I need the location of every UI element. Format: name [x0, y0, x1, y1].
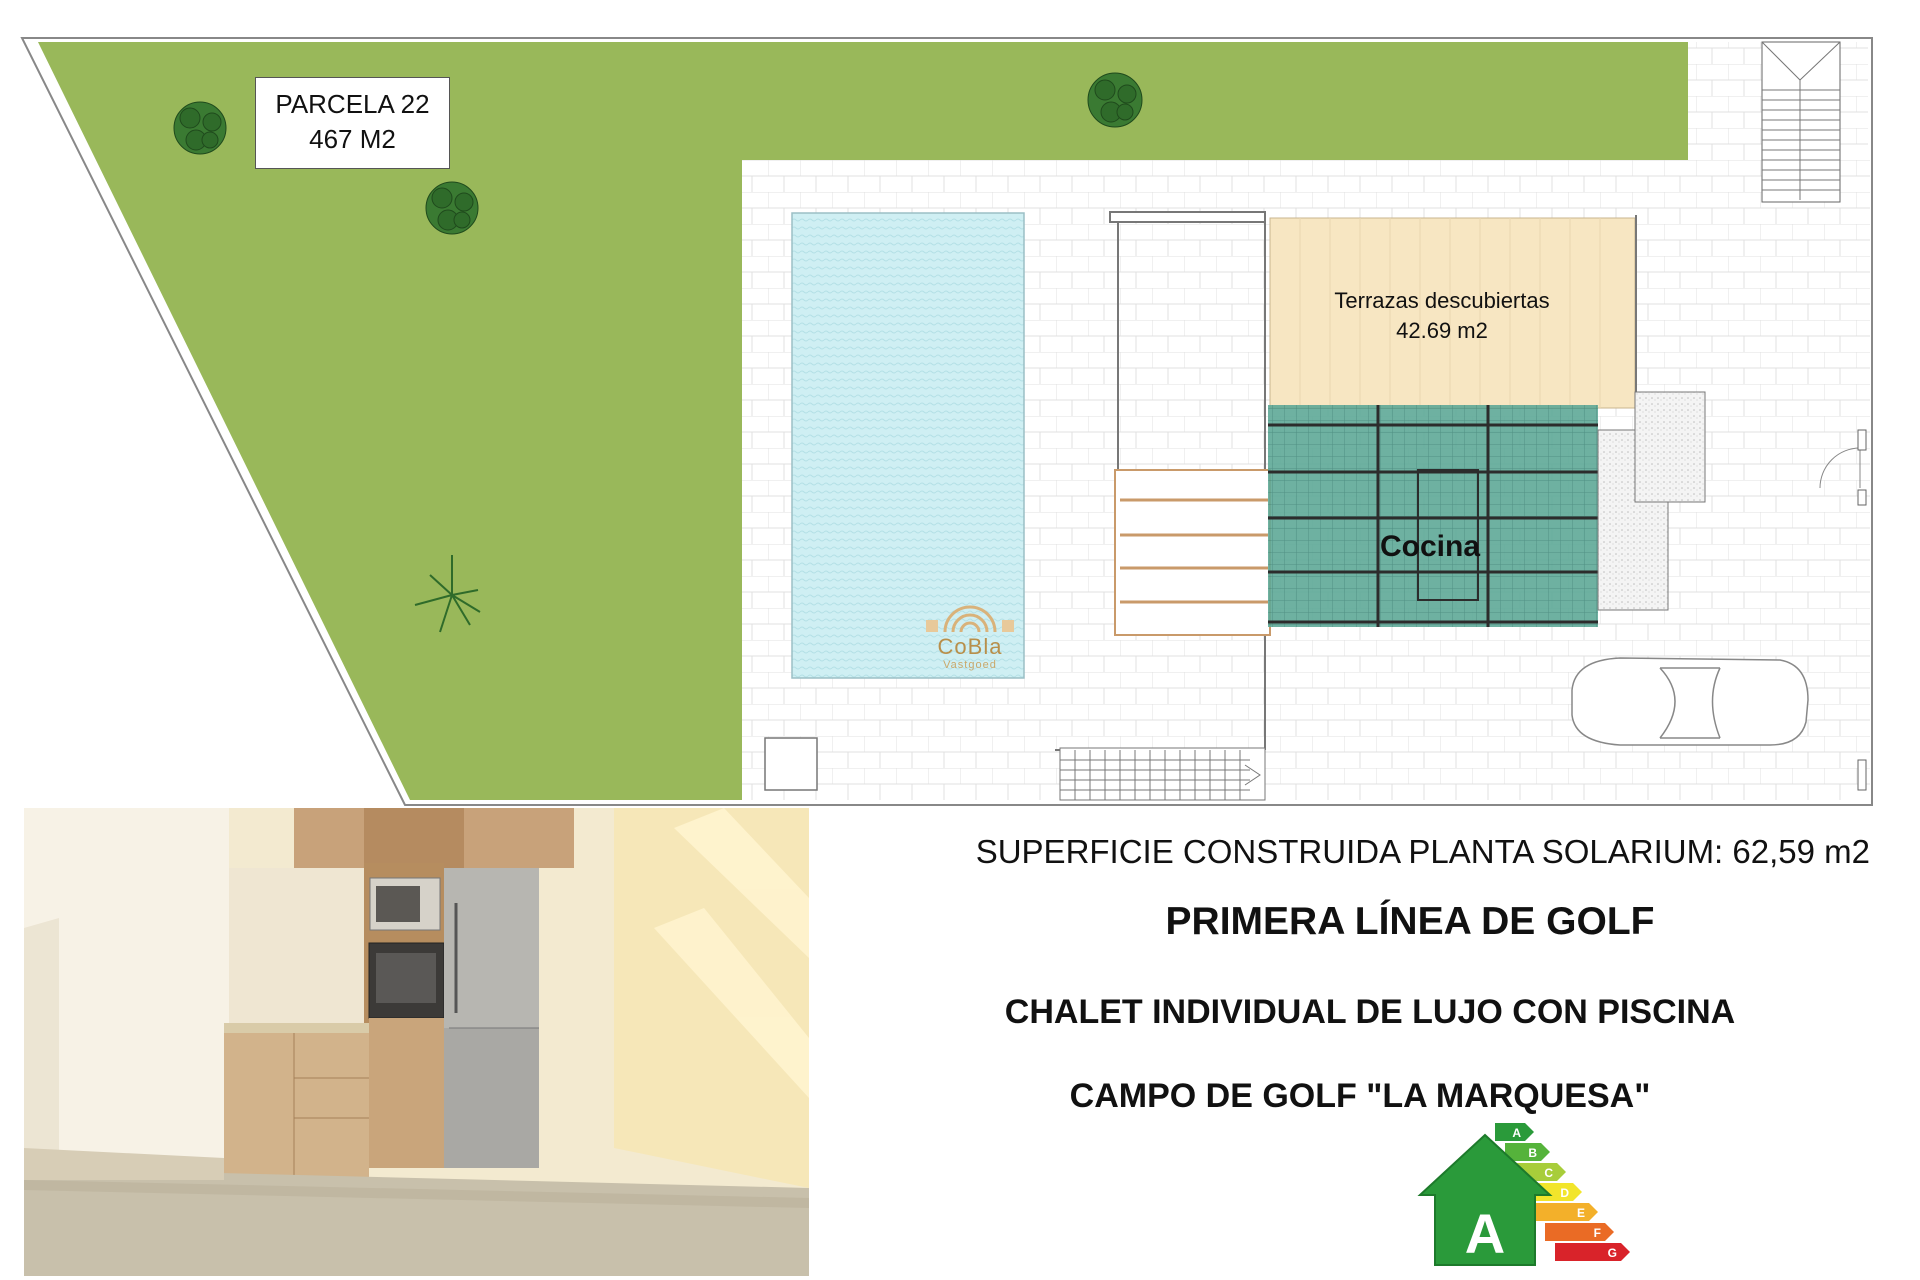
terrace-label: [1282, 286, 1602, 346]
car-icon: [1572, 658, 1808, 745]
staircase-bottom: [1060, 748, 1265, 800]
energy-bar-letter: C: [1544, 1166, 1553, 1180]
headline-chalet: CHALET INDIVIDUAL DE LUJO CON PISCINA: [1004, 993, 1736, 1031]
tree-icon: [174, 102, 226, 154]
kitchen-label: Cocina: [1379, 530, 1481, 563]
tree-icon: [1088, 73, 1142, 127]
energy-rating-letter: A: [1464, 1202, 1506, 1265]
swimming-pool: [792, 213, 1024, 678]
logo-name: CoBla: [937, 634, 1003, 659]
energy-rating-label: [1415, 1115, 1655, 1275]
parcel-label-box: [255, 77, 450, 169]
terrace-area: 42.69 m2: [1396, 318, 1488, 343]
energy-bar-letter: A: [1512, 1126, 1521, 1140]
kitchen-area: [1268, 405, 1598, 627]
surface-area-text: SUPERFICIE CONSTRUIDA PLANTA SOLARIUM: 62,59 m2: [975, 833, 1870, 870]
parcel-area: 467 M2: [309, 124, 396, 154]
tree-icon: [426, 182, 478, 234]
energy-bar-letter: E: [1576, 1206, 1585, 1220]
logo-subtitle: Vastgoed: [943, 659, 997, 671]
energy-bar-letter: F: [1593, 1226, 1601, 1240]
energy-bar-e: [1535, 1203, 1598, 1221]
energy-bar-g: [1555, 1243, 1630, 1261]
kitchen-photo: [24, 808, 809, 1276]
energy-bar-letter: G: [1607, 1246, 1617, 1260]
energy-bar-letter: B: [1528, 1146, 1537, 1160]
headline-primary: PRIMERA LÍNEA DE GOLF: [1165, 900, 1655, 943]
parcel-name: PARCELA 22: [275, 89, 430, 119]
energy-bar-f: [1545, 1223, 1614, 1241]
headline-golf-course: CAMPO DE GOLF "LA MARQUESA": [1069, 1077, 1651, 1115]
terrace-name: Terrazas descubiertas: [1334, 288, 1550, 313]
staircase-top-right: [1762, 42, 1840, 202]
energy-bar-letter: D: [1560, 1186, 1569, 1200]
pergola: [1115, 470, 1270, 635]
